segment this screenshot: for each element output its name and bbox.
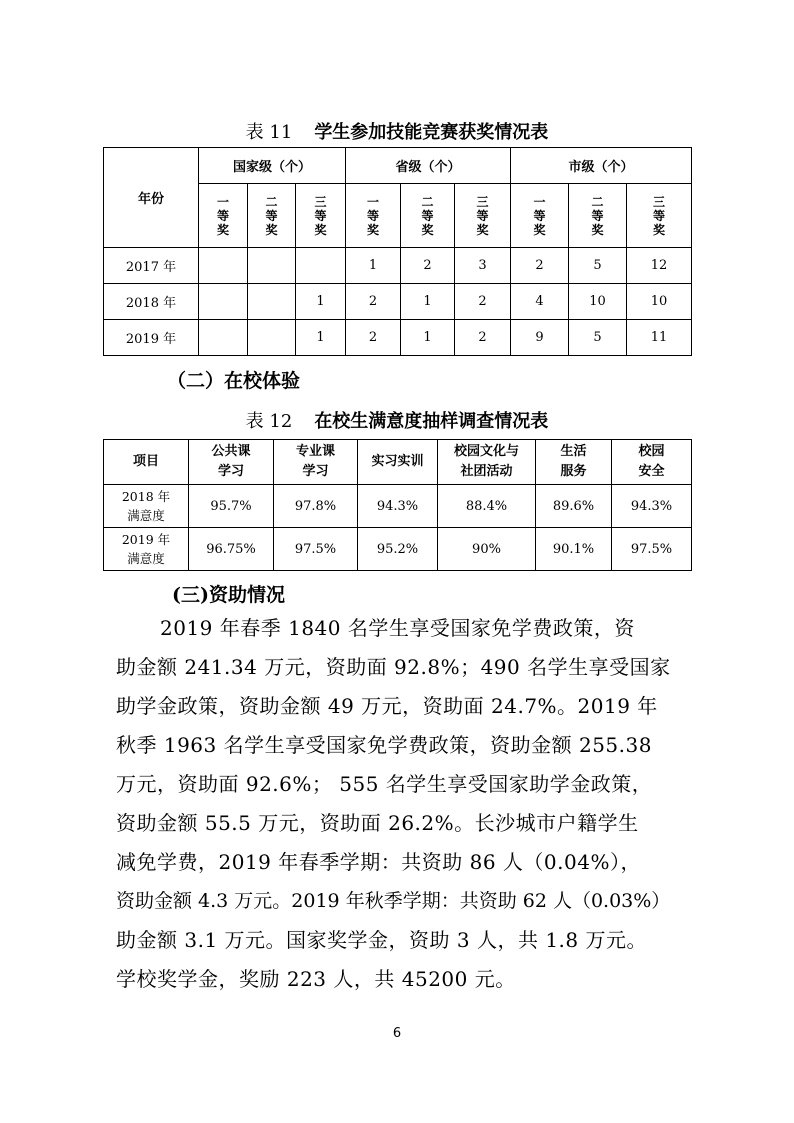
value-cell: 10 xyxy=(627,284,692,320)
header-campus-safety: 校园 安全 xyxy=(612,440,692,485)
sub-header: 一等奖 xyxy=(346,184,401,248)
section-heading-experience: （二）在校体验 xyxy=(167,370,301,392)
paragraph-line: 学校奖学金，奖励 223 人，共 45200 元。 xyxy=(116,967,516,991)
value-cell: 1 xyxy=(401,320,455,356)
row-label: 2019 年 满意度 xyxy=(104,528,189,571)
value-cell: 11 xyxy=(627,320,692,356)
sub-header: 三等奖 xyxy=(455,184,511,248)
table11-caption-title: 学生参加技能竞赛获奖情况表 xyxy=(314,122,549,143)
value-cell xyxy=(296,248,346,284)
table11-caption xyxy=(0,118,794,144)
table-row xyxy=(104,485,692,528)
table12-caption xyxy=(0,407,794,433)
value-cell: 97.5% xyxy=(612,528,692,571)
table-row xyxy=(104,248,692,284)
value-cell xyxy=(248,248,296,284)
value-cell: 2 xyxy=(346,320,401,356)
paragraph-line: 资助金额 55.5 万元，资助面 26.2%。长沙城市户籍学生 xyxy=(116,811,639,835)
paragraph-line: 助金额 3.1 万元。国家奖学金，资助 3 人，共 1.8 万元。 xyxy=(116,928,647,952)
table-row xyxy=(104,320,692,356)
value-cell xyxy=(199,284,248,320)
value-cell: 94.3% xyxy=(612,485,692,528)
paragraph-line: 减免学费，2019 年春季学期：共资助 86 人（0.04%）， xyxy=(116,850,641,874)
value-cell: 95.7% xyxy=(189,485,274,528)
value-cell: 94.3% xyxy=(358,485,438,528)
year-cell: 2019 年 xyxy=(104,320,199,356)
value-cell: 9 xyxy=(511,320,569,356)
paragraph-line: 资助金额 4.3 万元。2019 年秋季学期：共资助 62 人（0.03%） xyxy=(116,890,671,912)
table-row xyxy=(104,284,692,320)
sub-header: 二等奖 xyxy=(401,184,455,248)
award-table xyxy=(103,147,692,356)
value-cell xyxy=(199,320,248,356)
sub-header: 三等奖 xyxy=(627,184,692,248)
row-label: 2018 年 满意度 xyxy=(104,485,189,528)
sub-header: 三等奖 xyxy=(296,184,346,248)
value-cell: 2 xyxy=(346,284,401,320)
paragraph-line: 2019 年春季 1840 名学生享受国家免学费政策，资 xyxy=(160,616,635,640)
value-cell: 5 xyxy=(569,248,627,284)
value-cell: 90% xyxy=(438,528,536,571)
value-cell: 2 xyxy=(455,284,511,320)
value-cell: 12 xyxy=(627,248,692,284)
paragraph-line: 秋季 1963 名学生享受国家免学费政策，资助金额 255.38 xyxy=(116,733,652,757)
header-public-course: 公共课 学习 xyxy=(189,440,274,485)
value-cell xyxy=(248,284,296,320)
sub-header: 二等奖 xyxy=(569,184,627,248)
group-header-province: 省级（个） xyxy=(346,148,511,184)
header-major-course: 专业课 学习 xyxy=(274,440,358,485)
value-cell: 2 xyxy=(455,320,511,356)
year-cell: 2018 年 xyxy=(104,284,199,320)
group-header-city: 市级（个） xyxy=(511,148,692,184)
value-cell: 3 xyxy=(455,248,511,284)
value-cell xyxy=(199,248,248,284)
value-cell: 1 xyxy=(296,284,346,320)
value-cell: 89.6% xyxy=(536,485,612,528)
value-cell: 1 xyxy=(346,248,401,284)
value-cell: 88.4% xyxy=(438,485,536,528)
value-cell: 10 xyxy=(569,284,627,320)
value-cell: 1 xyxy=(296,320,346,356)
year-cell: 2017 年 xyxy=(104,248,199,284)
value-cell: 4 xyxy=(511,284,569,320)
table12-caption-number: 表 12 xyxy=(245,411,293,432)
sub-header: 一等奖 xyxy=(199,184,248,248)
header-practice: 实习实训 xyxy=(358,440,438,485)
header-campus-culture: 校园文化与 社团活动 xyxy=(438,440,536,485)
table-row xyxy=(104,528,692,571)
year-header: 年份 xyxy=(104,148,199,248)
value-cell: 5 xyxy=(569,320,627,356)
header-item: 项目 xyxy=(104,440,189,485)
value-cell: 2 xyxy=(511,248,569,284)
value-cell: 97.5% xyxy=(274,528,358,571)
value-cell xyxy=(248,320,296,356)
sub-header: 一等奖 xyxy=(511,184,569,248)
table11-caption-number: 表 11 xyxy=(245,122,293,143)
value-cell: 96.75% xyxy=(189,528,274,571)
paragraph-line: 助学金政策，资助金额 49 万元，资助面 24.7%。2019 年 xyxy=(116,694,658,718)
value-cell: 97.8% xyxy=(274,485,358,528)
page-number: 6 xyxy=(392,1026,402,1041)
paragraph-line: 万元，资助面 92.6%； 555 名学生享受国家助学金政策， xyxy=(116,772,653,796)
table12-caption-title: 在校生满意度抽样调查情况表 xyxy=(314,411,549,432)
value-cell: 1 xyxy=(401,284,455,320)
funding-paragraph xyxy=(116,609,696,999)
value-cell: 2 xyxy=(401,248,455,284)
group-header-national: 国家级（个） xyxy=(199,148,346,184)
paragraph-line: 助金额 241.34 万元，资助面 92.8%；490 名学生享受国家 xyxy=(116,655,671,679)
value-cell: 90.1% xyxy=(536,528,612,571)
value-cell: 95.2% xyxy=(358,528,438,571)
section-heading-funding: (三)资助情况 xyxy=(172,584,285,606)
sub-header: 二等奖 xyxy=(248,184,296,248)
satisfaction-table xyxy=(103,439,692,571)
header-life-service: 生活 服务 xyxy=(536,440,612,485)
